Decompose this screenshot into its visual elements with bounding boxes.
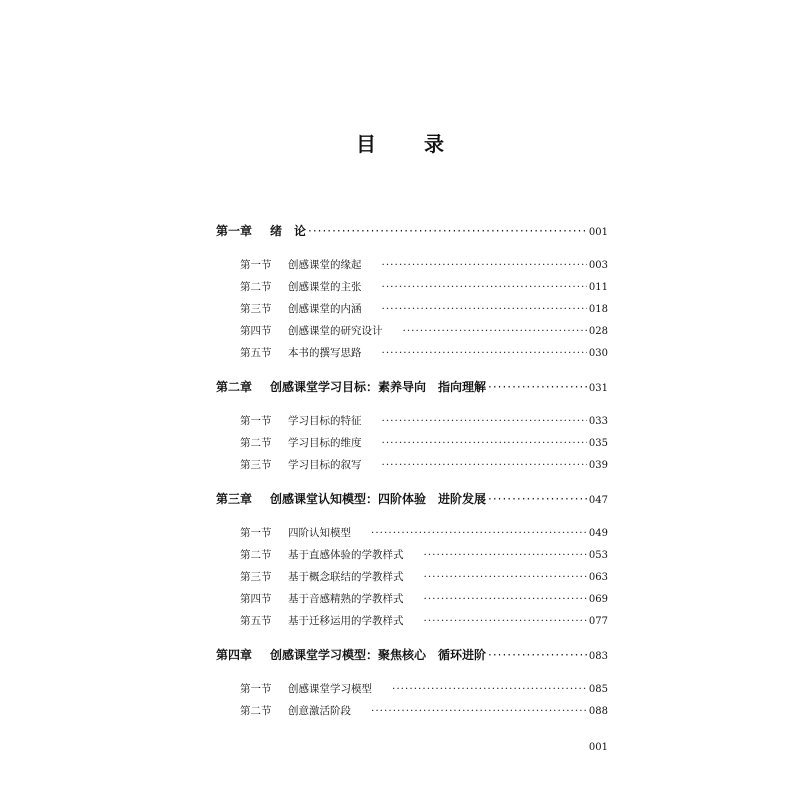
section-number: 第二节 [240, 281, 272, 293]
page-number: 030 [588, 348, 608, 359]
dot-leader [382, 303, 587, 315]
dot-leader [403, 325, 587, 337]
page-number: 083 [588, 651, 608, 662]
section-number: 第三节 [240, 459, 272, 471]
page-number: 047 [588, 495, 608, 506]
section-title: 创感课堂学习模型 [288, 683, 372, 695]
section-title: 学习目标的特征 [288, 415, 362, 427]
page-number: 088 [588, 706, 608, 717]
page-number: 053 [588, 550, 608, 561]
section-title: 四阶认知模型 [288, 527, 351, 539]
page-number: 077 [588, 616, 608, 627]
section-number: 第四节 [240, 593, 272, 605]
chapter-title: 绪 论 [270, 224, 307, 238]
toc-chapter-2[interactable] [216, 378, 608, 396]
page-title: 目 录 [356, 132, 458, 156]
chapter-title: 创感课堂学习模型：聚焦核心 循环进阶 [270, 648, 487, 662]
toc-section[interactable] [240, 569, 608, 587]
chapter-number: 第二章 [216, 380, 253, 394]
page-number: 049 [588, 528, 608, 539]
dot-leader [488, 492, 587, 506]
section-title: 创感课堂的主张 [288, 281, 362, 293]
page-number: 031 [588, 383, 608, 394]
dot-leader [382, 281, 587, 293]
section-title: 创意激活阶段 [288, 705, 351, 717]
section-number: 第三节 [240, 571, 272, 583]
dot-leader [382, 459, 587, 471]
toc-section[interactable] [240, 345, 608, 363]
toc-section[interactable] [240, 435, 608, 453]
section-title: 基于迁移运用的学教样式 [288, 615, 404, 627]
toc-section[interactable] [240, 413, 608, 431]
toc-chapter-1[interactable] [216, 222, 608, 240]
dot-leader [424, 593, 587, 605]
section-number: 第一节 [240, 683, 272, 695]
section-title: 本书的撰写思路 [288, 347, 362, 359]
dot-leader [424, 615, 587, 627]
toc-section[interactable] [240, 591, 608, 609]
section-title: 创感课堂的内涵 [288, 303, 362, 315]
toc-section[interactable] [240, 613, 608, 631]
page-number: 063 [588, 572, 608, 583]
section-number: 第二节 [240, 437, 272, 449]
page-number: 039 [588, 460, 608, 471]
section-title: 基于音感精熟的学教样式 [288, 593, 404, 605]
section-number: 第四节 [240, 325, 272, 337]
dot-leader [308, 224, 587, 238]
section-number: 第一节 [240, 259, 272, 271]
section-title: 基于概念联结的学教样式 [288, 571, 404, 583]
section-title: 创感课堂的研究设计 [288, 325, 383, 337]
section-number: 第一节 [240, 527, 272, 539]
page-number: 069 [588, 594, 608, 605]
toc-section[interactable] [240, 547, 608, 565]
section-title: 创感课堂的缘起 [288, 259, 362, 271]
dot-leader [382, 415, 587, 427]
toc-section[interactable] [240, 457, 608, 475]
section-title: 学习目标的维度 [288, 437, 362, 449]
chapter-title: 创感课堂学习目标：素养导向 指向理解 [270, 380, 487, 394]
section-number: 第五节 [240, 615, 272, 627]
toc-section[interactable] [240, 301, 608, 319]
chapter-number: 第三章 [216, 492, 253, 506]
toc-section[interactable] [240, 703, 608, 721]
dot-leader [488, 648, 587, 662]
section-number: 第三节 [240, 303, 272, 315]
chapter-number: 第四章 [216, 648, 253, 662]
dot-leader [488, 380, 587, 394]
toc-section[interactable] [240, 681, 608, 699]
section-title: 学习目标的叙写 [288, 459, 362, 471]
dot-leader [424, 549, 587, 561]
page-folio-number: 001 [588, 742, 608, 753]
section-number: 第一节 [240, 415, 272, 427]
page-number: 018 [588, 304, 608, 315]
dot-leader [371, 705, 587, 717]
section-number: 第二节 [240, 705, 272, 717]
toc-section[interactable] [240, 525, 608, 543]
page-number: 033 [588, 416, 608, 427]
section-number: 第五节 [240, 347, 272, 359]
chapter-number: 第一章 [216, 224, 253, 238]
dot-leader [382, 437, 587, 449]
dot-leader [382, 259, 587, 271]
dot-leader [371, 527, 587, 539]
page-number: 003 [588, 260, 608, 271]
page-number: 001 [588, 227, 608, 238]
page-number: 028 [588, 326, 608, 337]
toc-chapter-4[interactable] [216, 646, 608, 664]
dot-leader [392, 683, 587, 695]
chapter-title: 创感课堂认知模型：四阶体验 进阶发展 [270, 492, 487, 506]
toc-chapter-3[interactable] [216, 490, 608, 508]
page-number: 011 [588, 282, 608, 293]
dot-leader [424, 571, 587, 583]
toc-section[interactable] [240, 323, 608, 341]
page-number: 035 [588, 438, 608, 449]
toc-section[interactable] [240, 257, 608, 275]
page-number: 085 [588, 684, 608, 695]
toc-section[interactable] [240, 279, 608, 297]
section-title: 基于直感体验的学教样式 [288, 549, 404, 561]
dot-leader [382, 347, 587, 359]
section-number: 第二节 [240, 549, 272, 561]
